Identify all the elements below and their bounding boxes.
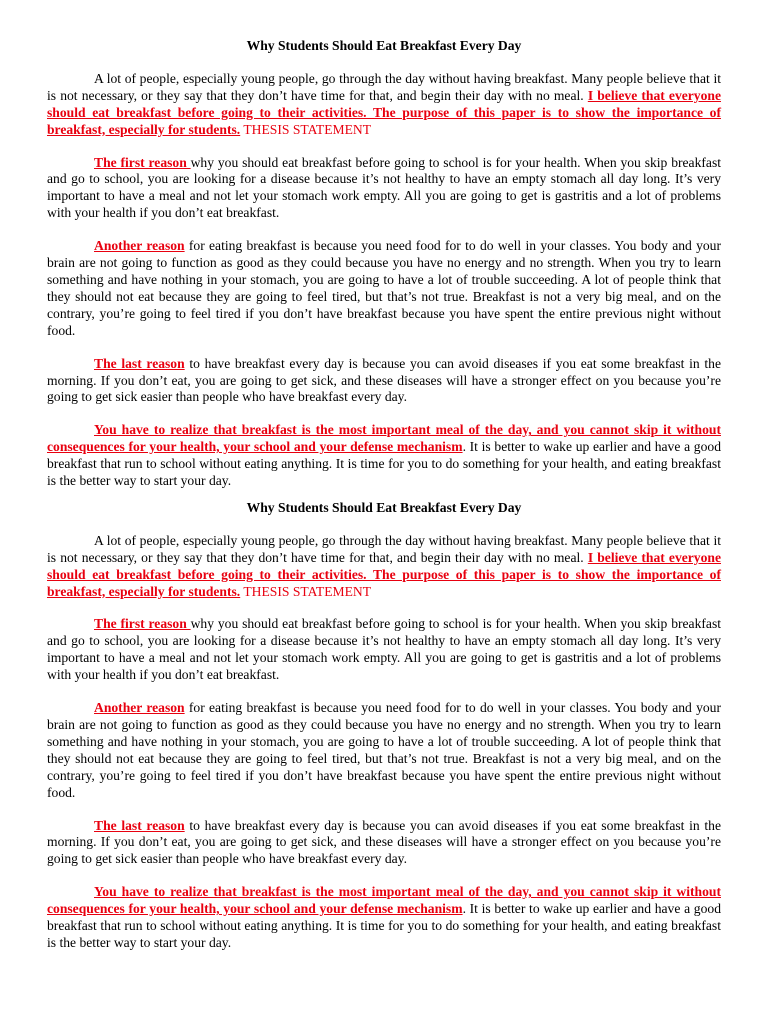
another-reason-text: for eating breakfast is because you need food for to do well in your classes. You body and your brain are not going to function as good as they could because you have no energy and no strength. When you try to learn something and have nothing in your stomach, you are going to have a lot of trouble succeeding. A lot of people think that they should not eat because they are going to feel tired, but that’s not true. Breakfast is not a very big meal, and on the contrary, you’re going to feel tired if you don’t have breakfast because you have spent the entire previous night without food.: [47, 238, 722, 338]
last-reason-paragraph: [47, 818, 721, 869]
last-reason-paragraph: [47, 356, 721, 407]
another-reason-lead: Another reason: [94, 700, 185, 716]
another-reason-paragraph: [47, 238, 721, 339]
last-reason-lead: The last reason: [94, 817, 185, 833]
essay-title: Why Students Should Eat Breakfast Every Day: [246, 499, 522, 515]
another-reason-paragraph: [47, 700, 721, 801]
last-reason-lead: The last reason: [94, 355, 185, 371]
intro-paragraph: [47, 533, 721, 601]
conclusion-paragraph: [47, 422, 721, 490]
essay: [47, 500, 721, 952]
intro-text: A lot of people, especially young people, go through the day without having breakfast. Many people believe that it is not necessary, or they say that they don’t have time for that, and begin their day with no meal.: [47, 70, 721, 103]
conclusion-lead: You have to realize that breakfast is the most important meal of the day, and you cannot skip it without consequences for your health, your school and your defense mechanism: [47, 884, 721, 917]
thesis-label: THESIS STATEMENT: [240, 121, 372, 137]
conclusion-paragraph: [47, 884, 721, 952]
last-reason-text: to have breakfast every day is because you can avoid diseases if you eat some breakfast in the morning. If you don’t eat, you are going to get sick, and these diseases will have a stronger effect on you because you’re going to get sick easier than people who have breakfast every day.: [47, 355, 721, 405]
first-reason-paragraph: [47, 155, 721, 223]
first-reason-lead: The first reason: [94, 154, 191, 170]
thesis-statement: I believe that everyone should eat breakfast before going to their activities. The purpose of this paper is to show the importance of breakfast, especially for students.: [47, 87, 721, 137]
essay: [47, 38, 721, 490]
another-reason-lead: Another reason: [94, 238, 185, 254]
first-reason-text: why you should eat breakfast before going to school is for your health. When you skip breakfast and go to school, you are looking for a disease because it’s not healthy to have an empty stomach all day long. It’s very important to have a meal and not let your stomach work empty. All you are going to get is gastritis and a lot of problems with your health if you don’t eat breakfast.: [47, 154, 722, 221]
thesis-statement: I believe that everyone should eat breakfast before going to their activities. The purpose of this paper is to show the importance of breakfast, especially for students.: [47, 549, 721, 599]
conclusion-text: . It is better to wake up earlier and have a good breakfast that run to school without eating anything. It is time for you to do something for your health, and eating breakfast is the better way to start your day.: [47, 901, 721, 950]
intro-text: A lot of people, especially young people, go through the day without having breakfast. Many people believe that it is not necessary, or they say that they don’t have time for that, and begin their day with no meal.: [47, 532, 721, 565]
first-reason-lead: The first reason: [94, 616, 191, 632]
another-reason-text: for eating breakfast is because you need food for to do well in your classes. You body and your brain are not going to function as good as they could because you have no energy and no strength. When you try to learn something and have nothing in your stomach, you are going to have a lot of trouble succeeding. A lot of people think that they should not eat because they are going to feel tired, but that’s not true. Breakfast is not a very big meal, and on the contrary, you’re going to feel tired if you don’t have breakfast because you have spent the entire previous night without food.: [47, 700, 722, 800]
first-reason-paragraph: [47, 616, 721, 684]
thesis-label: THESIS STATEMENT: [240, 583, 372, 599]
first-reason-text: why you should eat breakfast before going to school is for your health. When you skip breakfast and go to school, you are looking for a disease because it’s not healthy to have an empty stomach all day long. It’s very important to have a meal and not let your stomach work empty. All you are going to get is gastritis and a lot of problems with your health if you don’t eat breakfast.: [47, 616, 722, 683]
last-reason-text: to have breakfast every day is because you can avoid diseases if you eat some breakfast in the morning. If you don’t eat, you are going to get sick, and these diseases will have a stronger effect on you because you’re going to get sick easier than people who have breakfast every day.: [47, 817, 721, 867]
conclusion-text: . It is better to wake up earlier and have a good breakfast that run to school without eating anything. It is time for you to do something for your health, and eating breakfast is the better way to start your day.: [47, 439, 721, 489]
essay-title: Why Students Should Eat Breakfast Every Day: [246, 38, 522, 53]
intro-paragraph: [47, 71, 721, 139]
conclusion-lead: You have to realize that breakfast is the most important meal of the day, and you cannot skip it without consequences for your health, your school and your defense mechanism: [47, 422, 721, 455]
